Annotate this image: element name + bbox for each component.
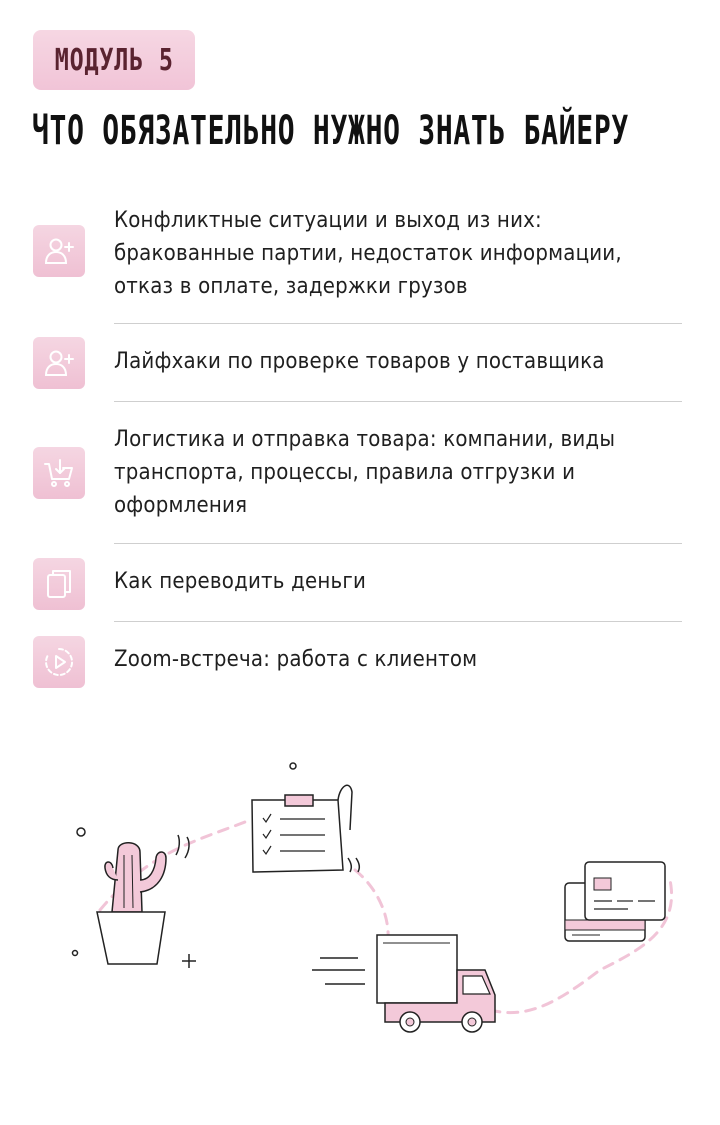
plus-icon [182, 954, 196, 968]
topic-line: бракованные партии, недостаток информации, [114, 241, 622, 266]
divider [114, 621, 682, 622]
cart-download-icon [33, 447, 85, 499]
checklist-icon [252, 785, 359, 872]
user-plus-icon [33, 337, 85, 389]
topic-line: Лайфхаки по проверке товаров у поставщика [114, 349, 605, 374]
cactus-icon [97, 835, 189, 964]
play-circle-icon [33, 636, 85, 688]
credit-cards-icon [565, 862, 665, 941]
delivery-truck-icon [377, 935, 495, 1032]
module-badge-label: МОДУЛЬ 5 [54, 42, 174, 78]
topic-line: Как переводить деньги [114, 569, 367, 594]
documents-icon [33, 558, 85, 610]
user-plus-icon [33, 225, 85, 277]
topic-line: транспорта, процессы, правила отгрузки и [114, 460, 576, 485]
topic-line: оформления [114, 493, 248, 518]
decor-circle [77, 828, 85, 836]
topic-line: Zoom-встреча: работа с клиентом [114, 647, 478, 672]
speed-lines [312, 958, 365, 984]
module-badge [33, 30, 195, 90]
decor-circle [290, 763, 296, 769]
topic-line: Логистика и отправка товара: компании, виды [114, 427, 616, 452]
topic-line: отказ в оплате, задержки грузов [114, 274, 468, 299]
decor-circle [73, 951, 78, 956]
topic-line: Конфликтные ситуации и выход из них: [114, 208, 542, 233]
divider [114, 401, 682, 402]
divider [114, 543, 682, 544]
page-title: ЧТО ОБЯЗАТЕЛЬНО НУЖНО ЗНАТЬ БАЙЕРУ [32, 108, 629, 154]
logistics-illustration [0, 740, 720, 1060]
divider [114, 323, 682, 324]
